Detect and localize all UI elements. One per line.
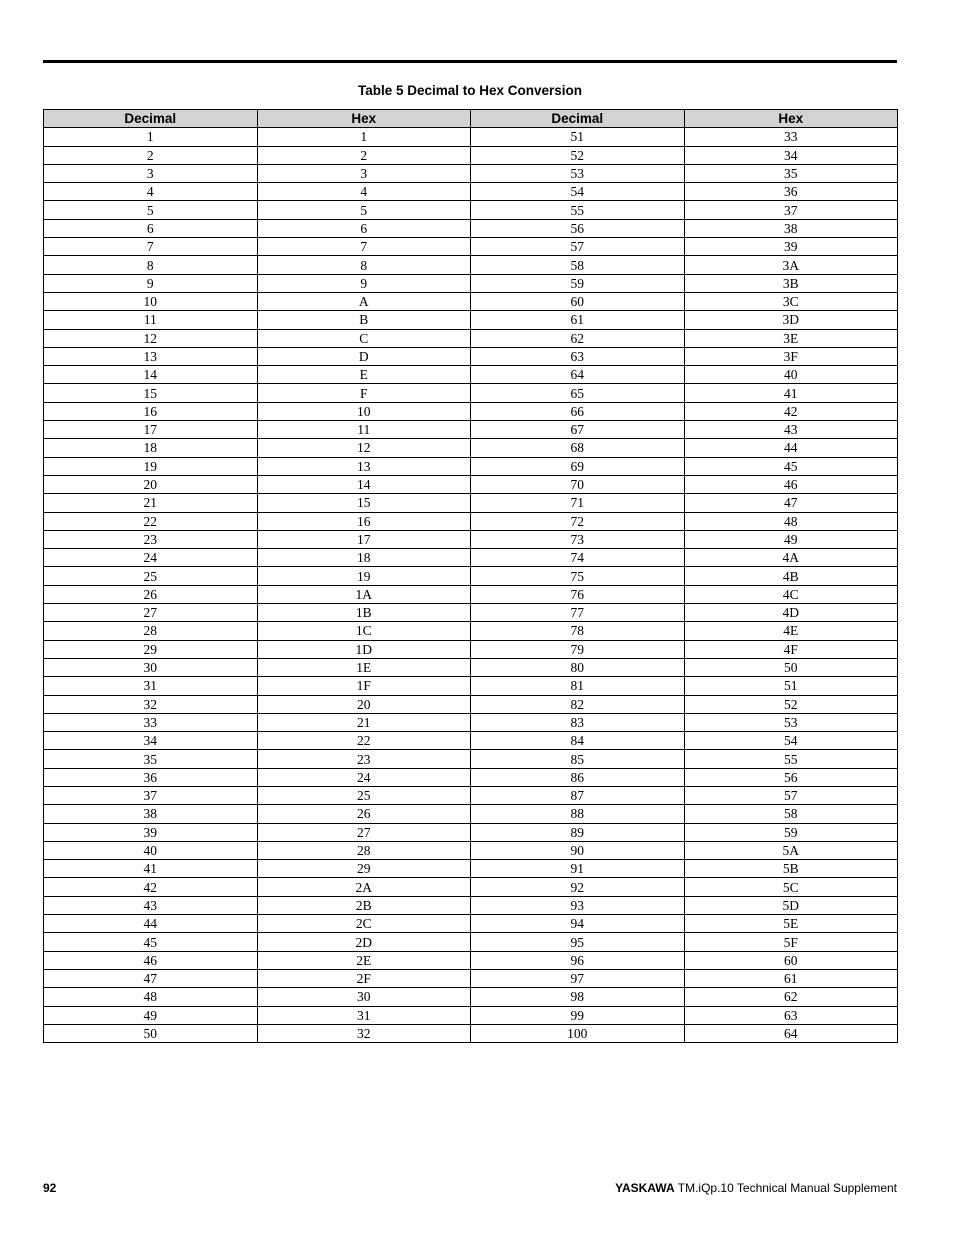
table-row — [44, 439, 898, 457]
table-row — [44, 604, 898, 622]
table-cell: 35 — [44, 750, 258, 768]
table-cell: 15 — [44, 384, 258, 402]
page-number: 92 — [43, 1181, 57, 1195]
table-cell: 2C — [257, 915, 471, 933]
table-cell: 24 — [44, 549, 258, 567]
table-cell: 22 — [257, 732, 471, 750]
table-row — [44, 1024, 898, 1042]
table-cell: 30 — [44, 658, 258, 676]
table-cell: 25 — [257, 786, 471, 804]
table-cell: 31 — [257, 1006, 471, 1024]
table-cell: 93 — [471, 896, 685, 914]
table-row — [44, 713, 898, 731]
table-cell: 32 — [257, 1024, 471, 1042]
table-row — [44, 329, 898, 347]
table-cell: 47 — [44, 969, 258, 987]
table-cell: 61 — [684, 969, 898, 987]
table-cell: 2F — [257, 969, 471, 987]
table-row — [44, 549, 898, 567]
table-cell: 41 — [44, 860, 258, 878]
table-cell: 78 — [471, 622, 685, 640]
table-cell: 85 — [471, 750, 685, 768]
table-cell: 44 — [684, 439, 898, 457]
table-cell: 49 — [44, 1006, 258, 1024]
table-cell: 2E — [257, 951, 471, 969]
table-cell: 59 — [684, 823, 898, 841]
table-cell: 4E — [684, 622, 898, 640]
table-cell: 6 — [44, 219, 258, 237]
top-rule — [43, 60, 897, 63]
table-row — [44, 402, 898, 420]
table-cell: 34 — [44, 732, 258, 750]
table-cell: 53 — [684, 713, 898, 731]
table-cell: 83 — [471, 713, 685, 731]
table-cell: 55 — [471, 201, 685, 219]
table-cell: 14 — [257, 475, 471, 493]
table-cell: 63 — [471, 347, 685, 365]
table-cell: 91 — [471, 860, 685, 878]
table-cell: 17 — [257, 530, 471, 548]
table-cell: 19 — [44, 457, 258, 475]
table-cell: 60 — [684, 951, 898, 969]
table-cell: 46 — [684, 475, 898, 493]
table-cell: 40 — [44, 841, 258, 859]
table-cell: 38 — [44, 805, 258, 823]
table-cell: 88 — [471, 805, 685, 823]
table-cell: 26 — [44, 585, 258, 603]
table-cell: 19 — [257, 567, 471, 585]
table-row — [44, 512, 898, 530]
table-cell: 36 — [44, 768, 258, 786]
table-cell: F — [257, 384, 471, 402]
table-cell: 74 — [471, 549, 685, 567]
table-cell: E — [257, 366, 471, 384]
header-decimal-2: Decimal — [471, 110, 685, 128]
table-cell: 52 — [471, 146, 685, 164]
table-cell: 5F — [684, 933, 898, 951]
table-cell: 84 — [471, 732, 685, 750]
table-body — [44, 128, 898, 1043]
table-cell: 2A — [257, 878, 471, 896]
table-cell: B — [257, 311, 471, 329]
table-cell: 52 — [684, 695, 898, 713]
table-row — [44, 274, 898, 292]
table-cell: 12 — [257, 439, 471, 457]
table-row — [44, 951, 898, 969]
table-cell: 39 — [44, 823, 258, 841]
table-cell: 3 — [257, 164, 471, 182]
table-row — [44, 658, 898, 676]
table-cell: 28 — [44, 622, 258, 640]
table-cell: 4A — [684, 549, 898, 567]
table-cell: 54 — [684, 732, 898, 750]
table-cell: 71 — [471, 494, 685, 512]
table-cell: A — [257, 292, 471, 310]
table-cell: 61 — [471, 311, 685, 329]
table-cell: 57 — [684, 786, 898, 804]
table-cell: 56 — [684, 768, 898, 786]
table-row — [44, 530, 898, 548]
table-cell: 53 — [471, 164, 685, 182]
table-cell: 15 — [257, 494, 471, 512]
table-cell: 9 — [257, 274, 471, 292]
table-cell: 3D — [684, 311, 898, 329]
table-cell: 1A — [257, 585, 471, 603]
table-cell: 25 — [44, 567, 258, 585]
table-header-row — [44, 110, 898, 128]
table-cell: 31 — [44, 677, 258, 695]
table-row — [44, 622, 898, 640]
table-row — [44, 915, 898, 933]
table-cell: 42 — [44, 878, 258, 896]
table-cell: 43 — [684, 421, 898, 439]
table-cell: 2D — [257, 933, 471, 951]
table-cell: 1D — [257, 640, 471, 658]
table-row — [44, 640, 898, 658]
table-cell: 13 — [44, 347, 258, 365]
table-cell: C — [257, 329, 471, 347]
table-cell: 24 — [257, 768, 471, 786]
table-cell: 11 — [257, 421, 471, 439]
table-cell: 11 — [44, 311, 258, 329]
table-cell: 63 — [684, 1006, 898, 1024]
table-row — [44, 677, 898, 695]
table-cell: 22 — [44, 512, 258, 530]
table-row — [44, 384, 898, 402]
table-cell: 96 — [471, 951, 685, 969]
table-cell: 18 — [257, 549, 471, 567]
table-cell: 41 — [684, 384, 898, 402]
table-cell: 4C — [684, 585, 898, 603]
table-cell: 48 — [44, 988, 258, 1006]
table-cell: 3B — [684, 274, 898, 292]
table-cell: 56 — [471, 219, 685, 237]
table-cell: 5 — [44, 201, 258, 219]
table-row — [44, 1006, 898, 1024]
table-cell: 67 — [471, 421, 685, 439]
table-row — [44, 238, 898, 256]
table-cell: 33 — [684, 128, 898, 146]
table-row — [44, 201, 898, 219]
table-cell: 95 — [471, 933, 685, 951]
table-cell: 98 — [471, 988, 685, 1006]
table-cell: 77 — [471, 604, 685, 622]
table-cell: 4 — [257, 183, 471, 201]
table-row — [44, 164, 898, 182]
table-cell: 89 — [471, 823, 685, 841]
table-cell: 64 — [471, 366, 685, 384]
table-cell: 9 — [44, 274, 258, 292]
table-cell: 2 — [257, 146, 471, 164]
table-cell: 82 — [471, 695, 685, 713]
table-row — [44, 969, 898, 987]
table-cell: 1F — [257, 677, 471, 695]
table-cell: 20 — [257, 695, 471, 713]
table-cell: 92 — [471, 878, 685, 896]
table-row — [44, 146, 898, 164]
table-cell: D — [257, 347, 471, 365]
table-cell: 32 — [44, 695, 258, 713]
table-cell: 97 — [471, 969, 685, 987]
table-cell: 5D — [684, 896, 898, 914]
table-cell: 51 — [471, 128, 685, 146]
table-cell: 69 — [471, 457, 685, 475]
table-cell: 12 — [44, 329, 258, 347]
table-cell: 5C — [684, 878, 898, 896]
conversion-table — [43, 109, 898, 1043]
table-cell: 16 — [44, 402, 258, 420]
table-cell: 70 — [471, 475, 685, 493]
table-cell: 35 — [684, 164, 898, 182]
table-cell: 5B — [684, 860, 898, 878]
table-cell: 48 — [684, 512, 898, 530]
table-row — [44, 183, 898, 201]
table-cell: 4F — [684, 640, 898, 658]
table-cell: 4B — [684, 567, 898, 585]
table-cell: 8 — [257, 256, 471, 274]
table-cell: 7 — [44, 238, 258, 256]
table-cell: 2 — [44, 146, 258, 164]
table-cell: 76 — [471, 585, 685, 603]
table-cell: 1 — [257, 128, 471, 146]
table-cell: 13 — [257, 457, 471, 475]
table-cell: 90 — [471, 841, 685, 859]
table-cell: 79 — [471, 640, 685, 658]
table-cell: 23 — [257, 750, 471, 768]
table-cell: 57 — [471, 238, 685, 256]
table-cell: 50 — [684, 658, 898, 676]
table-cell: 40 — [684, 366, 898, 384]
table-row — [44, 347, 898, 365]
table-cell: 36 — [684, 183, 898, 201]
table-cell: 51 — [684, 677, 898, 695]
table-cell: 5A — [684, 841, 898, 859]
table-cell: 2B — [257, 896, 471, 914]
table-cell: 4D — [684, 604, 898, 622]
table-cell: 8 — [44, 256, 258, 274]
table-row — [44, 786, 898, 804]
table-cell: 20 — [44, 475, 258, 493]
table-row — [44, 878, 898, 896]
table-cell: 3E — [684, 329, 898, 347]
table-cell: 1B — [257, 604, 471, 622]
table-cell: 65 — [471, 384, 685, 402]
table-cell: 81 — [471, 677, 685, 695]
table-row — [44, 988, 898, 1006]
table-row — [44, 823, 898, 841]
table-caption: Table 5 Decimal to Hex Conversion — [357, 83, 583, 98]
table-row — [44, 494, 898, 512]
table-cell: 37 — [44, 786, 258, 804]
table-row — [44, 567, 898, 585]
header-hex-1: Hex — [257, 110, 471, 128]
table-row — [44, 219, 898, 237]
table-cell: 21 — [44, 494, 258, 512]
table-cell: 75 — [471, 567, 685, 585]
table-cell: 14 — [44, 366, 258, 384]
table-cell: 27 — [257, 823, 471, 841]
table-cell: 3 — [44, 164, 258, 182]
table-row — [44, 695, 898, 713]
table-row — [44, 896, 898, 914]
table-cell: 100 — [471, 1024, 685, 1042]
table-cell: 5 — [257, 201, 471, 219]
table-cell: 58 — [471, 256, 685, 274]
table-cell: 60 — [471, 292, 685, 310]
table-cell: 87 — [471, 786, 685, 804]
table-cell: 46 — [44, 951, 258, 969]
table-row — [44, 475, 898, 493]
table-cell: 59 — [471, 274, 685, 292]
table-cell: 54 — [471, 183, 685, 201]
table-cell: 33 — [44, 713, 258, 731]
table-cell: 55 — [684, 750, 898, 768]
table-cell: 38 — [684, 219, 898, 237]
table-cell: 99 — [471, 1006, 685, 1024]
table-cell: 21 — [257, 713, 471, 731]
table-cell: 1C — [257, 622, 471, 640]
table-cell: 28 — [257, 841, 471, 859]
table-cell: 3C — [684, 292, 898, 310]
table-row — [44, 860, 898, 878]
table-cell: 29 — [257, 860, 471, 878]
table-cell: 47 — [684, 494, 898, 512]
table-cell: 10 — [257, 402, 471, 420]
table-cell: 44 — [44, 915, 258, 933]
table-cell: 42 — [684, 402, 898, 420]
table-row — [44, 128, 898, 146]
table-cell: 4 — [44, 183, 258, 201]
table-cell: 62 — [684, 988, 898, 1006]
table-cell: 43 — [44, 896, 258, 914]
table-cell: 1E — [257, 658, 471, 676]
table-cell: 3A — [684, 256, 898, 274]
table-cell: 29 — [44, 640, 258, 658]
header-decimal-1: Decimal — [44, 110, 258, 128]
table-cell: 30 — [257, 988, 471, 1006]
table-cell: 58 — [684, 805, 898, 823]
doc-title: TM.iQp.10 Technical Manual Supplement — [677, 1181, 897, 1195]
table-row — [44, 292, 898, 310]
table-cell: 86 — [471, 768, 685, 786]
table-cell: 45 — [684, 457, 898, 475]
table-cell: 45 — [44, 933, 258, 951]
table-row — [44, 732, 898, 750]
table-row — [44, 311, 898, 329]
table-row — [44, 366, 898, 384]
header-hex-2: Hex — [684, 110, 898, 128]
table-row — [44, 841, 898, 859]
table-cell: 17 — [44, 421, 258, 439]
table-cell: 26 — [257, 805, 471, 823]
brand-name: YASKAWA — [615, 1181, 675, 1195]
table-cell: 1 — [44, 128, 258, 146]
table-cell: 27 — [44, 604, 258, 622]
table-cell: 16 — [257, 512, 471, 530]
table-cell: 37 — [684, 201, 898, 219]
table-row — [44, 768, 898, 786]
table-cell: 64 — [684, 1024, 898, 1042]
table-cell: 23 — [44, 530, 258, 548]
table-cell: 6 — [257, 219, 471, 237]
table-cell: 7 — [257, 238, 471, 256]
table-cell: 49 — [684, 530, 898, 548]
table-cell: 34 — [684, 146, 898, 164]
table-row — [44, 933, 898, 951]
table-cell: 73 — [471, 530, 685, 548]
table-cell: 5E — [684, 915, 898, 933]
table-cell: 80 — [471, 658, 685, 676]
table-row — [44, 805, 898, 823]
table-cell: 50 — [44, 1024, 258, 1042]
footer-title — [615, 1181, 897, 1195]
table-cell: 66 — [471, 402, 685, 420]
table-row — [44, 457, 898, 475]
table-cell: 94 — [471, 915, 685, 933]
table-cell: 39 — [684, 238, 898, 256]
table-cell: 18 — [44, 439, 258, 457]
table-row — [44, 421, 898, 439]
table-cell: 72 — [471, 512, 685, 530]
table-row — [44, 256, 898, 274]
table-row — [44, 750, 898, 768]
table-cell: 68 — [471, 439, 685, 457]
table-cell: 62 — [471, 329, 685, 347]
table-cell: 10 — [44, 292, 258, 310]
table-row — [44, 585, 898, 603]
table-cell: 3F — [684, 347, 898, 365]
